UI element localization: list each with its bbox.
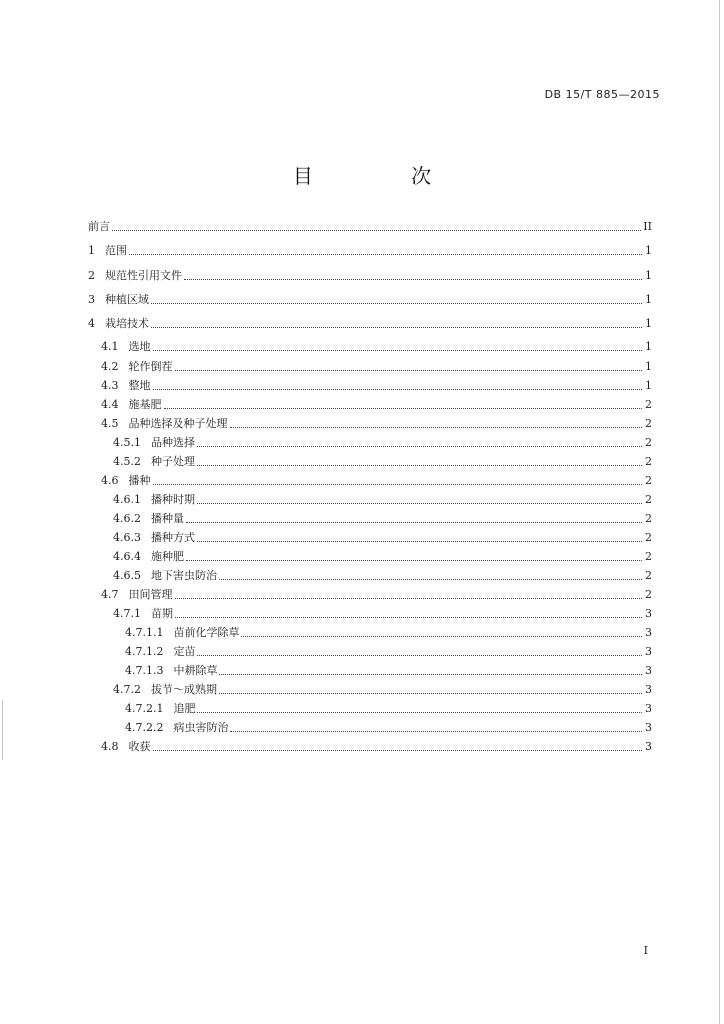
toc-entry-page: 2 [645,398,652,411]
toc-entry[interactable] [113,510,652,526]
toc-entry-number: 4.6.5 [113,569,141,582]
toc-entry[interactable] [125,643,652,659]
toc-entry-number: 2 [88,269,95,282]
toc-entry-label: 整地 [128,379,151,392]
toc-entry-label: 播种方式 [151,531,195,544]
toc-entry-page: 1 [645,340,652,353]
toc-entry-number: 4.7.2.1 [125,702,164,715]
toc-entry-page: 2 [645,436,652,449]
toc-entry-number: 4.4 [101,398,119,411]
toc-entry[interactable] [101,338,652,354]
toc-entry[interactable] [101,472,652,488]
toc-entry-label: 种子处理 [151,455,195,468]
toc-dot-leader [175,597,643,599]
toc-entry-page: 3 [645,702,652,715]
toc-entry-page: 2 [645,493,652,506]
toc-entry[interactable] [113,529,652,545]
toc-entry-page: 3 [645,740,652,753]
toc-entry-label: 地下害虫防治 [151,569,217,582]
toc-entry-page: 2 [645,588,652,601]
toc-entry[interactable] [101,586,652,602]
standard-code: DB 15/T 885—2015 [544,88,660,101]
toc-entry-page: 1 [645,379,652,392]
toc-entry-label: 规范性引用文件 [105,269,182,282]
toc-dot-leader [219,673,642,675]
toc-entry-number: 1 [88,244,95,257]
toc-entry-number: 3 [88,293,95,306]
toc-dot-leader [197,654,642,656]
toc-entry-page: 3 [645,645,652,658]
toc-entry[interactable] [125,624,652,640]
toc-dot-leader [175,616,642,618]
toc-entry[interactable] [125,719,652,735]
toc-dot-leader [186,521,642,523]
toc-entry-number: 4.7.1.2 [125,645,164,658]
toc-dot-leader [241,635,642,637]
toc-dot-leader [153,349,643,351]
toc-entry[interactable] [101,396,652,412]
toc-entry-label: 播种量 [151,512,184,525]
toc-entry-page: 3 [645,626,652,639]
toc-dot-leader [175,369,643,371]
toc-entry-label: 田间管理 [128,588,173,601]
toc-entry[interactable] [88,242,652,258]
toc-entry-number: 4.6.1 [113,493,141,506]
toc-dot-leader [112,229,641,231]
toc-entry-number: 4.6.3 [113,531,141,544]
toc-dot-leader [219,692,642,694]
toc-entry-label: 播种时期 [151,493,195,506]
toc-entry[interactable] [88,267,652,283]
toc-entry-page: 1 [645,244,652,257]
toc-entry-label: 种植区域 [105,293,149,306]
toc-entry-label: 收获 [128,740,151,753]
toc-dot-leader [184,278,642,280]
scan-edge-line-left [2,700,3,760]
toc-entry[interactable] [125,662,652,678]
toc-entry-page: 2 [645,569,652,582]
toc-entry-page: 2 [645,455,652,468]
toc-dot-leader [230,426,643,428]
toc-dot-leader [151,302,642,304]
toc-entry-page: 3 [645,607,652,620]
toc-entry-number: 4.2 [101,360,119,373]
toc-entry-number: 4.7.1.3 [125,664,164,677]
toc-entry-number: 4 [88,317,95,330]
toc-entry[interactable] [113,681,652,697]
toc-dot-leader [197,464,642,466]
toc-entry-page: 2 [645,512,652,525]
toc-entry-label: 苗期 [151,607,173,620]
toc-entry-number: 4.6.4 [113,550,141,563]
toc-entry[interactable] [113,453,652,469]
toc-entry-number: 4.5.2 [113,455,141,468]
toc-entry[interactable] [113,434,652,450]
toc-entry[interactable] [113,491,652,507]
toc-entry-page: 2 [645,417,652,430]
toc-entry-number: 4.1 [101,340,119,353]
toc-entry-label: 中耕除草 [173,664,218,677]
toc-entry-number: 4.5 [101,417,119,430]
toc-entry-number: 4.7 [101,588,119,601]
toc-entry-page: II [643,220,652,233]
toc-entry[interactable] [101,415,652,431]
toc-entry-label: 施种肥 [151,550,184,563]
scan-edge-line-right [719,0,720,1024]
toc-entry[interactable] [88,315,652,331]
toc-entry-label: 病虫害防治 [173,721,229,734]
toc-dot-leader [197,540,642,542]
toc-entry-label: 苗前化学除草 [173,626,240,639]
toc-dot-leader [186,559,642,561]
toc-dot-leader [164,407,643,409]
toc-entry-number: 4.6.2 [113,512,141,525]
toc-entry[interactable] [113,567,652,583]
toc-dot-leader [219,578,642,580]
toc-entry-number: 4.7.2.2 [125,721,164,734]
toc-dot-leader [197,711,642,713]
toc-entry-label: 播种 [128,474,151,487]
toc-entry-number: 4.8 [101,740,119,753]
toc-entry[interactable] [101,358,652,374]
toc-entry-label: 品种选择 [151,436,195,449]
toc-entry-number: 4.7.1.1 [125,626,164,639]
toc-dot-leader [153,388,643,390]
toc-entry-label: 选地 [128,340,151,353]
toc-entry[interactable] [125,700,652,716]
toc-dot-leader [151,326,642,328]
toc-entry[interactable] [113,548,652,564]
toc-entry-label: 施基肥 [128,398,162,411]
toc-entry-label: 前言 [88,220,110,233]
toc-entry-label: 轮作倒茬 [128,360,173,373]
toc-entry-page: 3 [645,683,652,696]
toc-dot-leader [129,253,642,255]
toc-entry-number: 4.7.2 [113,683,141,696]
toc-entry-page: 2 [645,550,652,563]
toc-dot-leader [230,730,642,732]
toc-entry-label: 栽培技术 [105,317,149,330]
toc-entry-page: 3 [645,664,652,677]
toc-entry[interactable] [101,377,652,393]
toc-entry-label: 定苗 [173,645,196,658]
toc-dot-leader [153,483,643,485]
toc-entry-label: 品种选择及种子处理 [128,417,228,430]
toc-entry-page: 1 [645,269,652,282]
toc-entry-number: 4.5.1 [113,436,141,449]
toc-entry-number: 4.6 [101,474,119,487]
toc-entry[interactable] [101,738,652,754]
toc-entry-page: 1 [645,317,652,330]
page-title: 目 次 [292,164,478,188]
toc-entry[interactable] [88,218,652,234]
toc-entry-label: 拔节～成熟期 [151,683,217,696]
toc-entry-page: 2 [645,474,652,487]
toc-entry-page: 3 [645,721,652,734]
toc-entry[interactable] [113,605,652,621]
toc-entry-number: 4.3 [101,379,119,392]
toc-dot-leader [197,502,642,504]
toc-dot-leader [153,749,643,751]
toc-entry-page: 1 [645,360,652,373]
toc-entry[interactable] [88,291,652,307]
toc-dot-leader [197,445,642,447]
page-number: I [643,944,648,957]
toc-entry-number: 4.7.1 [113,607,141,620]
toc-entry-label: 追肥 [173,702,196,715]
toc-entry-page: 2 [645,531,652,544]
toc-entry-page: 1 [645,293,652,306]
toc-entry-label: 范围 [105,244,127,257]
